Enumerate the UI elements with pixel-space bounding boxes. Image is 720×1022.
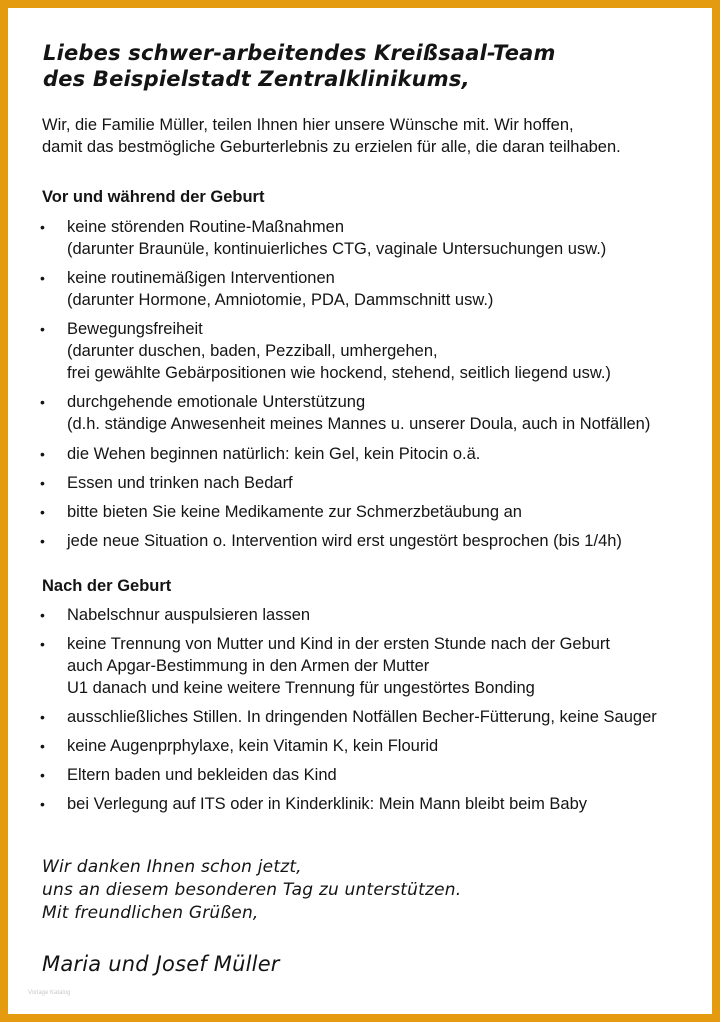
list-item xyxy=(40,472,700,494)
list-item-line: die Wehen beginnen natürlich: kein Gel, kein Pitocin o.ä. xyxy=(67,445,481,463)
list-item xyxy=(40,267,700,311)
greeting-line: Liebes schwer-arbeitendes Kreißsaal-Team xyxy=(43,41,556,65)
bullet-icon: • xyxy=(40,796,45,812)
list-item-line: bitte bieten Sie keine Medikamente zur Schmerzbetäubung an xyxy=(67,503,522,521)
list-item xyxy=(40,530,700,552)
list-item-line: Essen und trinken nach Bedarf xyxy=(67,474,293,492)
bullet-icon: • xyxy=(40,607,45,623)
list-item-line: (darunter Hormone, Amniotomie, PDA, Dammschnitt usw.) xyxy=(67,291,494,309)
signature: Maria und Josef Müller xyxy=(42,952,280,976)
bullet-icon: • xyxy=(40,767,45,783)
bullet-icon: • xyxy=(40,270,45,286)
list-item xyxy=(40,604,700,626)
list-item xyxy=(40,735,700,757)
watermark: Vorlage Katalog xyxy=(28,990,71,996)
bullet-icon: • xyxy=(40,504,45,520)
list-item xyxy=(40,443,700,465)
section-title-after-birth: Nach der Geburt xyxy=(42,577,172,595)
list-item-line: durchgehende emotionale Unterstützung xyxy=(67,393,366,411)
list-item-line: U1 danach und keine weitere Trennung für ungestörtes Bonding xyxy=(67,679,535,697)
list-item xyxy=(40,764,700,786)
list-item xyxy=(40,793,700,815)
intro-paragraph xyxy=(42,114,702,158)
bullet-icon: • xyxy=(40,219,45,235)
list-item xyxy=(40,391,700,435)
bullet-icon: • xyxy=(40,321,45,337)
closing-line: Wir danken Ihnen schon jetzt, xyxy=(42,857,302,877)
list-item-line: bei Verlegung auf ITS oder in Kinderklinik: Mein Mann bleibt beim Baby xyxy=(67,795,588,813)
section-title-before-birth: Vor und während der Geburt xyxy=(42,188,265,206)
list-item xyxy=(40,501,700,523)
list-item-line: keine routinemäßigen Interventionen xyxy=(67,269,335,287)
list-item-line: jede neue Situation o. Intervention wird erst ungestört besprochen (bis 1/4h) xyxy=(67,532,622,550)
bullet-icon: • xyxy=(40,446,45,462)
bullet-icon: • xyxy=(40,394,45,410)
list-item-line: ausschließliches Stillen. In dringenden Notfällen Becher-Fütterung, keine Sauger xyxy=(67,708,657,726)
list-item-line: keine Augenprphylaxe, kein Vitamin K, kein Flourid xyxy=(67,737,439,755)
list-item-line: Eltern baden und bekleiden das Kind xyxy=(67,766,337,784)
bullet-icon: • xyxy=(40,475,45,491)
list-before-birth xyxy=(40,216,700,552)
list-item-line: (darunter Braunüle, kontinuierliches CTG, vaginale Untersuchungen usw.) xyxy=(67,240,607,258)
intro-line: Wir, die Familie Müller, teilen Ihnen hier unsere Wünsche mit. Wir hoffen, xyxy=(42,116,574,134)
bullet-icon: • xyxy=(40,533,45,549)
list-item xyxy=(40,216,700,260)
list-item-line: (d.h. ständige Anwesenheit meines Mannes u. unserer Doula, auch in Notfällen) xyxy=(67,415,651,433)
greeting-line: des Beispielstadt Zentralklinikums, xyxy=(43,67,470,91)
closing-line: uns an diesem besonderen Tag zu unterstützen. xyxy=(42,880,462,900)
list-item-line: Nabelschnur auspulsieren lassen xyxy=(67,606,311,624)
bullet-icon: • xyxy=(40,738,45,754)
list-item xyxy=(40,633,700,699)
list-after-birth xyxy=(40,604,700,815)
closing-line: Mit freundlichen Grüßen, xyxy=(42,903,259,923)
list-item-line: keine störenden Routine-Maßnahmen xyxy=(67,218,344,236)
list-item-line: frei gewählte Gebärpositionen wie hockend, stehend, seitlich liegend usw.) xyxy=(67,364,611,382)
list-item xyxy=(40,318,700,384)
bullet-icon: • xyxy=(40,636,45,652)
list-item-line: Bewegungsfreiheit xyxy=(67,320,203,338)
closing xyxy=(42,856,692,925)
intro-line: damit das bestmögliche Geburterlebnis zu erzielen für alle, die daran teilhaben. xyxy=(42,138,621,156)
bullet-icon: • xyxy=(40,709,45,725)
list-item-line: keine Trennung von Mutter und Kind in der ersten Stunde nach der Geburt xyxy=(67,635,611,653)
list-item xyxy=(40,706,700,728)
list-item-line: (darunter duschen, baden, Pezziball, umhergehen, xyxy=(67,342,438,360)
greeting xyxy=(43,40,693,92)
list-item-line: auch Apgar-Bestimmung in den Armen der Mutter xyxy=(67,657,430,675)
